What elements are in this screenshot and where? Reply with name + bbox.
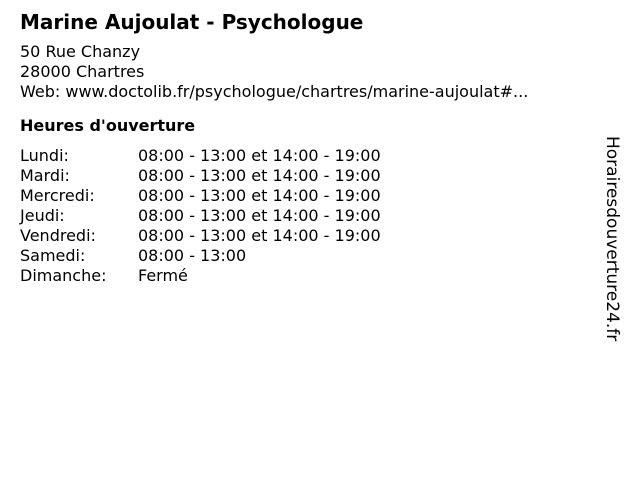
hours-row-mardi: [20, 166, 600, 186]
hours-row-dimanche: [20, 266, 600, 286]
hours-row-lundi: [20, 146, 600, 166]
hours-day: Lundi:: [20, 146, 69, 165]
hours-time: 08:00 - 13:00 et 14:00 - 19:00: [138, 226, 381, 245]
business-card: [20, 10, 600, 286]
hours-time: 08:00 - 13:00: [138, 246, 247, 265]
hours-day: Dimanche:: [20, 266, 107, 285]
opening-hours-heading: Heures d'ouverture: [20, 116, 196, 135]
hours-row-jeudi: [20, 206, 600, 226]
website-line: Web: www.doctolib.fr/psychologue/chartres/marine-aujoulat#...: [20, 82, 529, 101]
opening-hours-table: [20, 146, 600, 286]
hours-day: Vendredi:: [20, 226, 96, 245]
hours-day: Jeudi:: [20, 206, 65, 225]
business-title: Marine Aujoulat - Psychologue: [20, 10, 364, 34]
hours-day: Mercredi:: [20, 186, 95, 205]
hours-time: Fermé: [138, 266, 188, 285]
hours-day: Samedi:: [20, 246, 86, 265]
hours-row-vendredi: [20, 226, 600, 246]
hours-row-mercredi: [20, 186, 600, 206]
hours-time: 08:00 - 13:00 et 14:00 - 19:00: [138, 206, 381, 225]
hours-row-samedi: [20, 246, 600, 266]
hours-time: 08:00 - 13:00 et 14:00 - 19:00: [138, 146, 381, 165]
site-watermark: Horairesdouverture24.fr: [602, 136, 622, 342]
address-city: 28000 Chartres: [20, 62, 145, 81]
hours-time: 08:00 - 13:00 et 14:00 - 19:00: [138, 166, 381, 185]
address-street: 50 Rue Chanzy: [20, 42, 141, 61]
hours-time: 08:00 - 13:00 et 14:00 - 19:00: [138, 186, 381, 205]
hours-day: Mardi:: [20, 166, 70, 185]
